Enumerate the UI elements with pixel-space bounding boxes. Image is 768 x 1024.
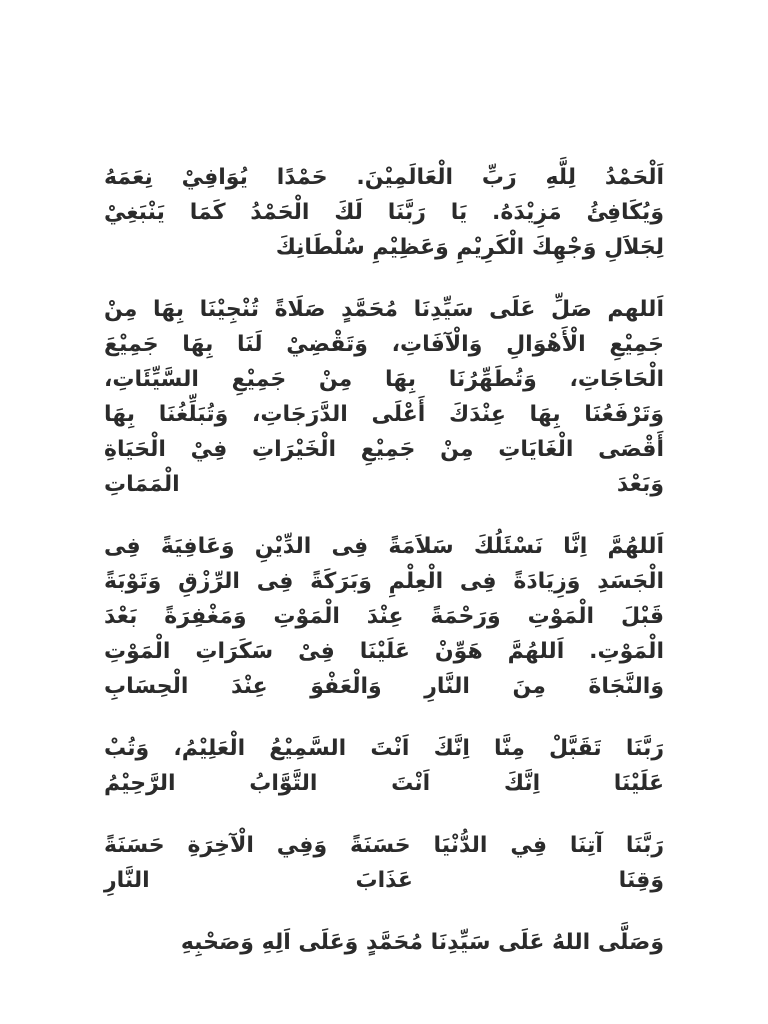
text-line: عَلَيْنَا اِنَّكَ اَنْتَ التَّوَّابُ الرَّحِيْمُ [104, 771, 664, 796]
text-line: رَبَّنَا تَقَبَّلْ مِنَّا اِنَّكَ اَنْتَ السَّمِيْعُ الْعَلِيْمُ، وَتُبْ [104, 736, 664, 761]
text-line: وَيُكَافِئُ مَزِيْدَهُ. يَا رَبَّنَا لَكَ الْحَمْدُ كَمَا يَنْبَغِيْ [104, 200, 664, 225]
text-line: قَبْلَ الْمَوْتِ وَرَحْمَةً عِنْدَ الْمَوْتِ وَمَغْفِرَةً بَعْدَ [104, 604, 664, 629]
paragraph-praise [104, 160, 664, 265]
paragraph-acceptance [104, 731, 664, 801]
text-line: وَبَعْدَ الْمَمَاتِ [104, 472, 664, 497]
text-line: اَللهم صَلِّ عَلَى سَيِّدِنَا مُحَمَّدٍ صَلَاةً تُنْجِيْنَا بِهَا مِنْ [104, 297, 664, 322]
paragraph-salawat [104, 292, 664, 502]
text-line: اَللهُمَّ اِنَّا نَسْئَلُكَ سَلاَمَةً فِى الدِّيْنِ وَعَافِيَةً فِى [104, 534, 664, 559]
text-line: وَصَلَّى اللهُ عَلَى سَيِّدِنَا مُحَمَّدٍ وَعَلَى اَلِهِ وَصَحْبِهِ [180, 930, 664, 955]
text-line: اَلْحَمْدُ لِلَّهِ رَبِّ الْعَالَمِيْنَ. حَمْدًا يُوَافِيْ نِعَمَهُ [104, 165, 664, 190]
text-line: وَتَرْفَعُنَا بِهَا عِنْدَكَ أَعْلَى الدَّرَجَاتِ، وَتُبَلِّغُنَا بِهَا [104, 402, 664, 427]
paragraph-rabbana [104, 828, 664, 898]
text-line: الْجَسَدِ وَزِيَادَةً فِى الْعِلْمِ وَبَرَكَةً فِى الرِّزْقِ وَتَوْبَةً [104, 569, 664, 594]
text-line: وَقِنَا عَذَابَ النَّارِ [104, 868, 664, 893]
text-line: لِجَلاَلِ وَجْهِكَ الْكَرِيْمِ وَعَظِيْمِ سُلْطَانِكَ [275, 235, 664, 260]
text-line: الْمَوْتِ. اَللهُمَّ هَوِّنْ عَلَيْنَا فِىْ سَكَرَاتِ الْمَوْتِ [104, 639, 664, 664]
paragraph-closing [104, 925, 664, 960]
text-line: أَقْصَى الْغَايَاتِ مِنْ جَمِيْعِ الْخَيْرَاتِ فِيْ الْحَيَاةِ [104, 437, 664, 462]
text-line: الْحَاجَاتِ، وَتُطَهِّرُنَا بِهَا مِنْ جَمِيْعِ السَّيِّئَاتِ، [104, 367, 664, 392]
text-line: جَمِيْعِ الْأَهْوَالِ وَالْآفَاتِ، وَتَقْضِيْ لَنَا بِهَا جَمِيْعَ [104, 332, 664, 357]
text-line: وَالنَّجَاةَ مِنَ النَّارِ وَالْعَفْوَ عِنْدَ الْحِسَابِ [104, 674, 664, 699]
text-line: رَبَّنَا آتِنَا فِي الدُّنْيَا حَسَنَةً وَفِي الْآخِرَةِ حَسَنَةً [104, 833, 664, 858]
paragraph-supplication [104, 529, 664, 704]
document-page [104, 160, 664, 987]
